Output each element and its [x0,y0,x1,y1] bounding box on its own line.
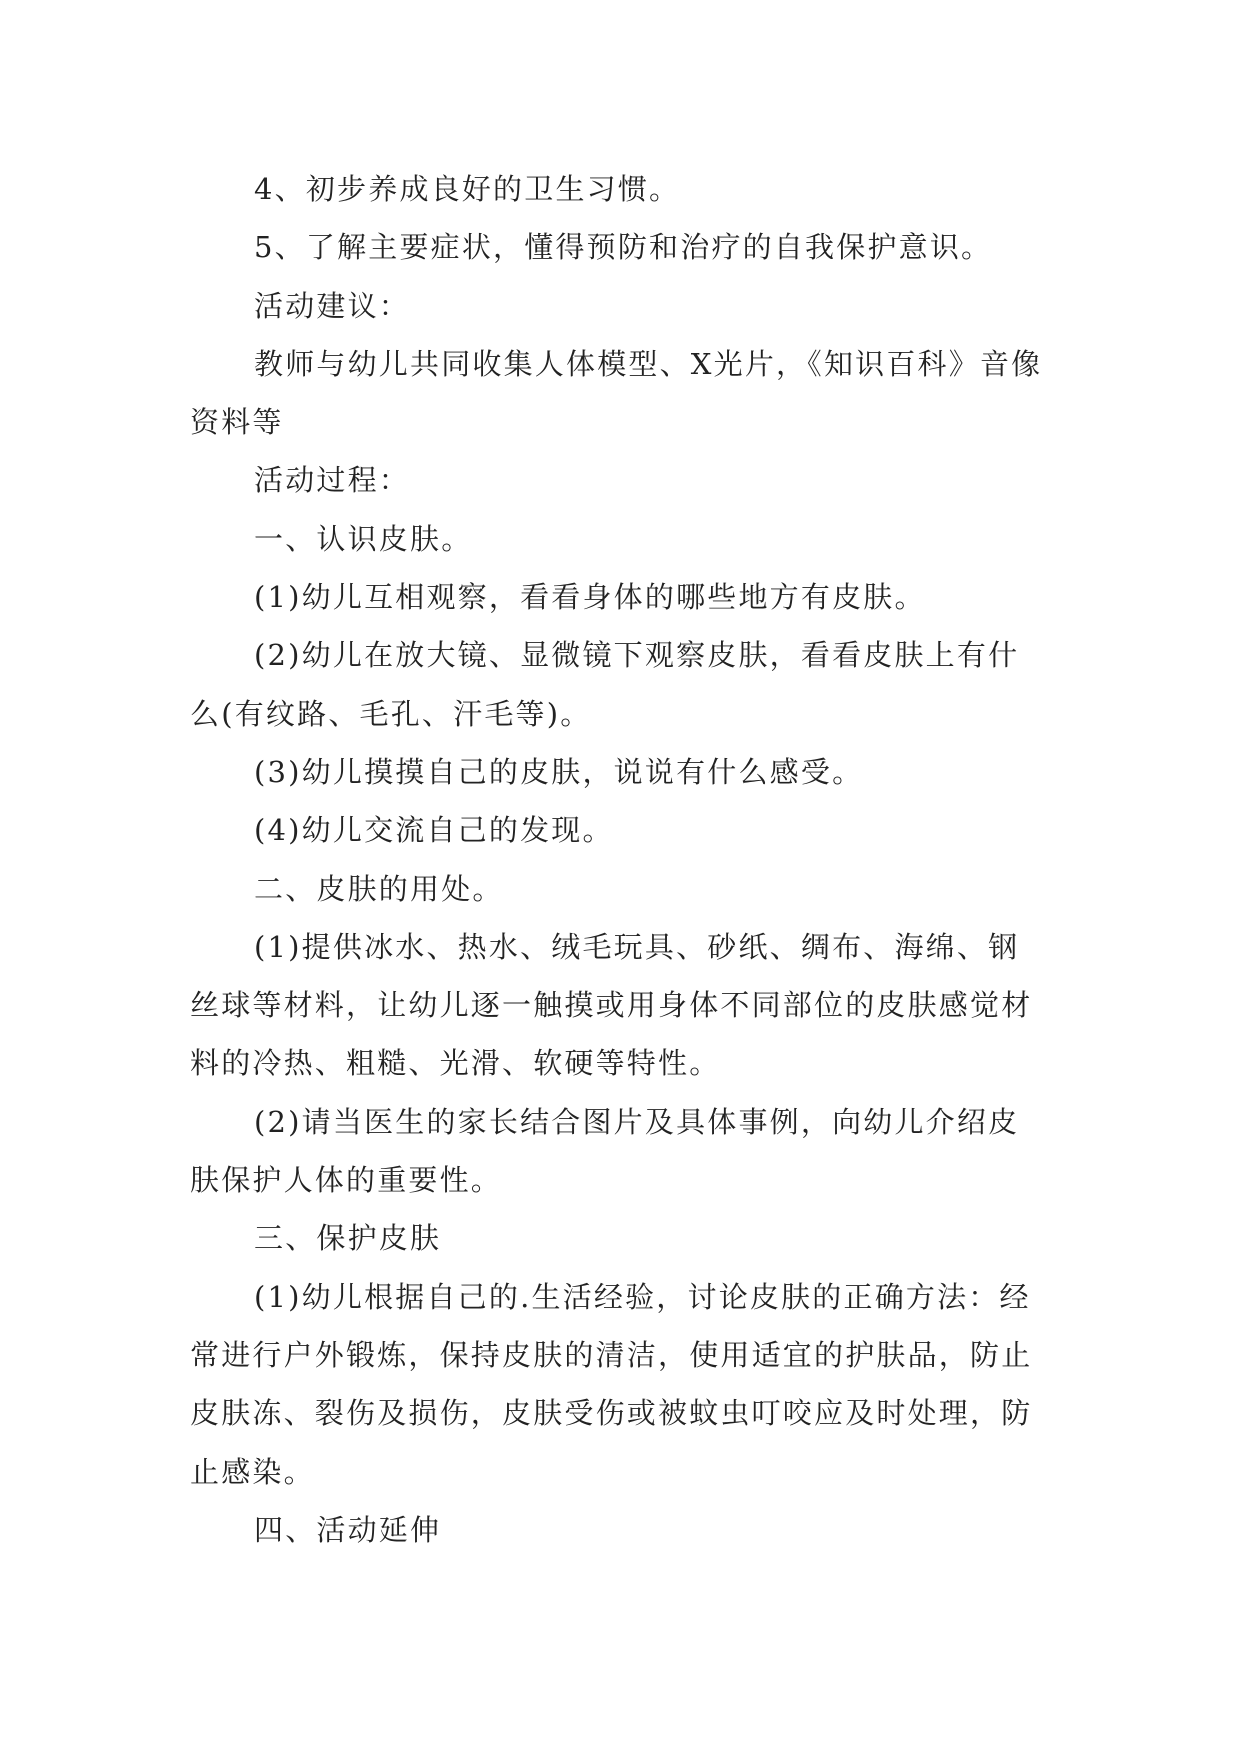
paragraph-goal-5: 5、了解主要症状，懂得预防和治疗的自我保护意识。 [254,230,993,265]
step-1-3: (3)幼儿摸摸自己的皮肤，说说有什么感受。 [254,754,864,789]
section-heading-3: 三、保护皮肤 [254,1221,442,1256]
step-1-4: (4)幼儿交流自己的发现。 [254,813,614,848]
heading-activity-process: 活动过程： [254,463,411,498]
paragraph-materials: 教师与幼儿共同收集人体模型、X光片，《知识百科》音像资料等 [190,346,1043,440]
step-2-2: (2)请当医生的家长结合图片及具体事例，向幼儿介绍皮肤保护人体的重要性。 [190,1104,1020,1198]
heading-activity-suggestions: 活动建议： [254,288,411,323]
section-heading-1: 一、认识皮肤。 [254,521,473,556]
step-1-1: (1)幼儿互相观察，看看身体的哪些地方有皮肤。 [254,580,926,615]
step-1-2: (2)幼儿在放大镜、显微镜下观察皮肤，看看皮肤上有什么(有纹路、毛孔、汗毛等)。 [190,638,1020,731]
step-3-1: (1)幼儿根据自己的.生活经验，讨论皮肤的正确方法：经常进行户外锻炼，保持皮肤的清洁，使用适宜的护肤品，防止皮肤冻、裂伤及损伤，皮肤受伤或被蚊虫叮咬应及时处理，防止感染。 [190,1279,1033,1489]
paragraph-goal-4: 4、初步养成良好的卫生习惯。 [254,172,681,206]
section-heading-4: 四、活动延伸 [254,1512,442,1547]
document-body [190,160,1050,1559]
section-heading-2: 二、皮肤的用处。 [254,871,504,906]
step-2-1: (1)提供冰水、热水、绒毛玩具、砂纸、绸布、海绵、钢丝球等材料，让幼儿逐一触摸或用身体不同部位的皮肤感觉材料的冷热、粗糙、光滑、软硬等特性。 [190,929,1033,1081]
